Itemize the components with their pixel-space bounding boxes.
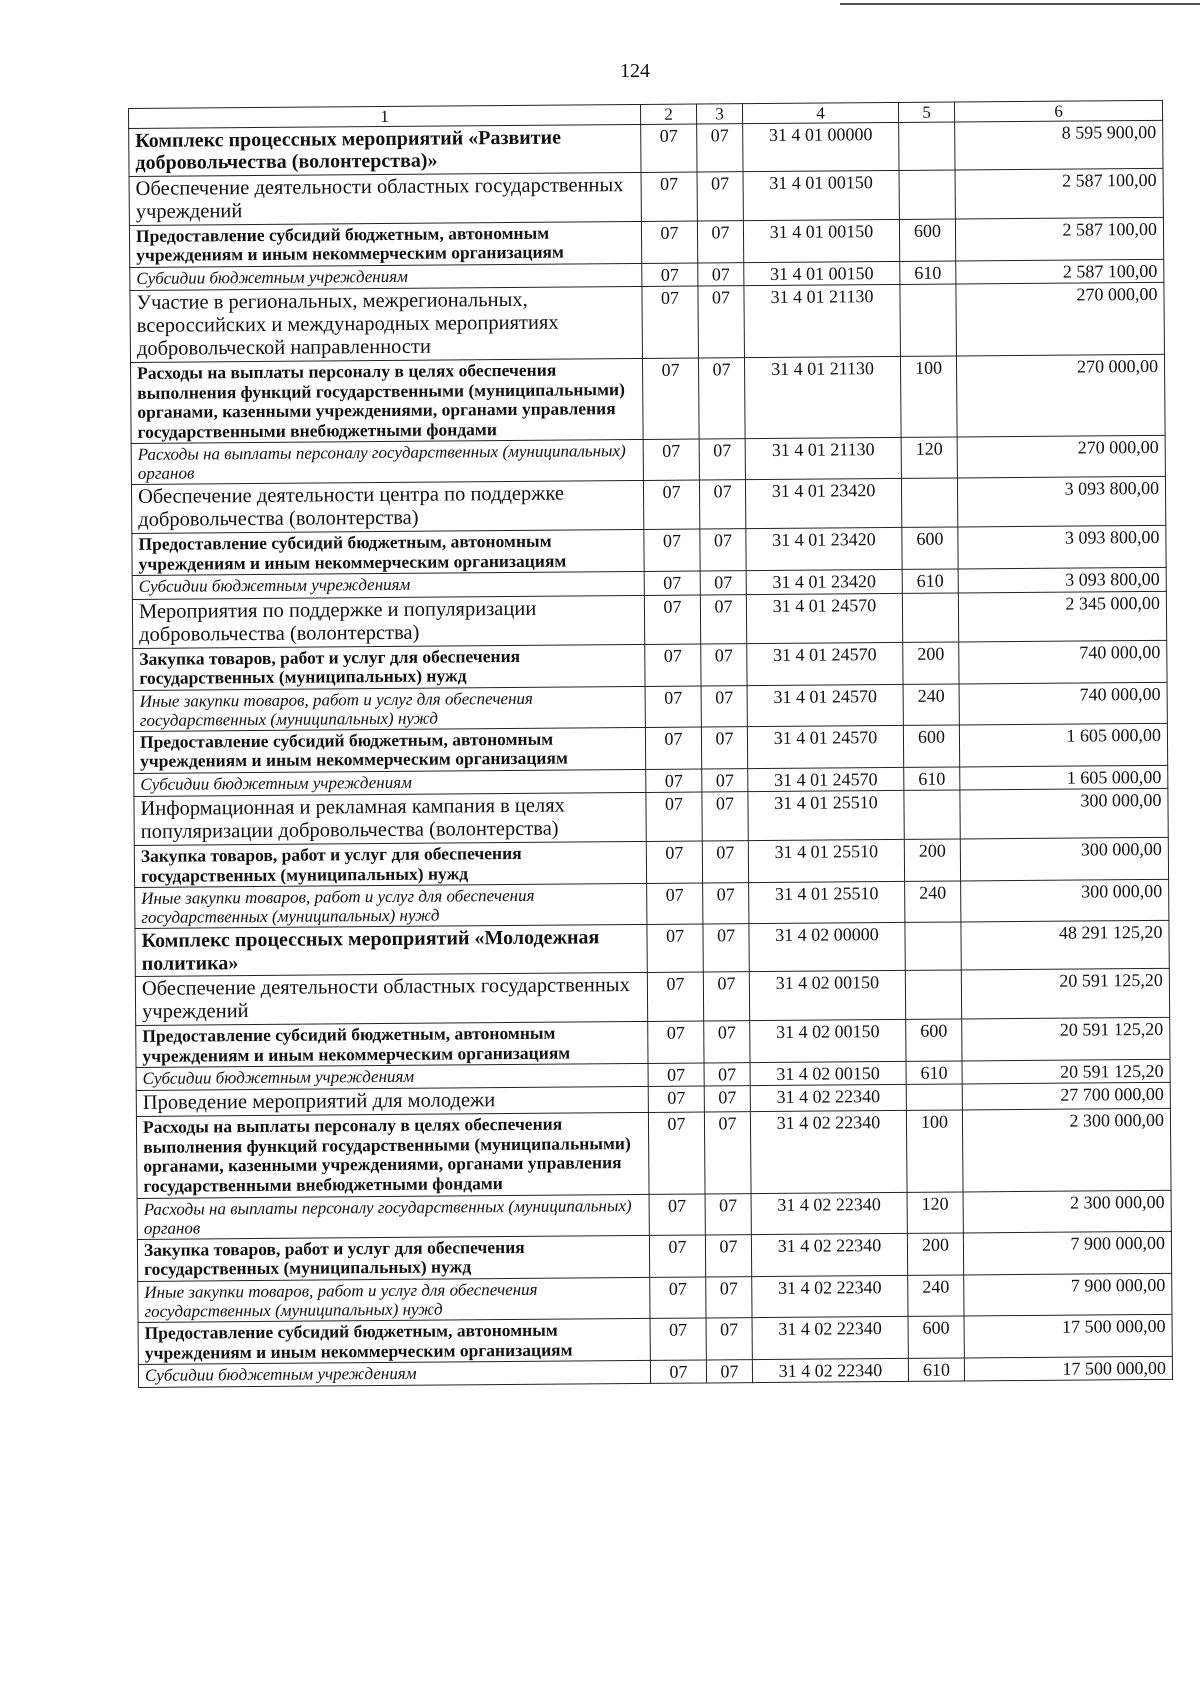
expense-type-cell: 610 — [900, 261, 956, 285]
expense-type-cell: 600 — [903, 725, 959, 768]
target-article-cell: 31 4 02 22340 — [751, 1233, 907, 1276]
expense-type-cell: 240 — [908, 1275, 964, 1317]
table-row — [130, 282, 1165, 362]
table-row — [129, 168, 1163, 225]
expense-type-cell — [906, 1084, 962, 1110]
amount-cell: 8 595 900,00 — [955, 120, 1163, 169]
budget-table — [128, 100, 1173, 1388]
item-name-cell: Расходы на выплаты персоналу государственных (муниципальных) органов — [131, 440, 643, 485]
table-row — [129, 120, 1163, 176]
item-name-cell: Иные закупки товаров, работ и услуг для обеспечения государственных (муниципальных) нужд — [135, 884, 647, 929]
section-code-cell: 07 — [647, 924, 703, 972]
target-article-cell: 31 4 01 24570 — [748, 767, 904, 791]
subsection-code-cell: 07 — [701, 643, 747, 686]
expense-type-cell — [904, 790, 960, 839]
section-code-cell: 07 — [647, 972, 703, 1021]
subsection-code-cell: 07 — [697, 124, 743, 172]
item-name-cell: Субсидии бюджетным учреждениям — [134, 769, 646, 796]
section-code-cell: 07 — [648, 1063, 704, 1087]
section-code-cell: 07 — [642, 358, 699, 440]
item-name-cell: Субсидии бюджетным учреждениям — [130, 263, 642, 290]
section-code-cell: 07 — [641, 221, 697, 264]
expense-type-cell: 600 — [906, 1019, 962, 1062]
target-article-cell: 31 4 01 21130 — [745, 438, 901, 480]
subsection-code-cell: 07 — [697, 171, 743, 220]
amount-cell: 270 000,00 — [956, 354, 1165, 437]
section-code-cell: 07 — [648, 1086, 704, 1112]
item-name-cell: Субсидии бюджетным учреждениям — [132, 572, 644, 599]
subsection-code-cell: 07 — [703, 972, 749, 1021]
target-article-cell: 31 4 02 00150 — [749, 970, 905, 1020]
expense-type-cell: 610 — [908, 1358, 964, 1382]
subsection-code-cell: 07 — [698, 263, 744, 287]
amount-cell: 300 000,00 — [960, 837, 1168, 881]
item-name-cell: Предоставление субсидий бюджетным, автономным учреждениям и иным некоммерческим организациям — [132, 530, 644, 576]
amount-cell: 2 300 000,00 — [963, 1190, 1171, 1233]
amount-cell: 2 345 000,00 — [958, 591, 1166, 642]
subsection-code-cell: 07 — [702, 769, 748, 793]
expense-type-cell: 610 — [902, 569, 958, 593]
subsection-code-cell: 07 — [706, 1277, 752, 1318]
item-name-cell: Расходы на выплаты персоналу государственных (муниципальных) органов — [137, 1194, 649, 1239]
amount-cell: 2 587 100,00 — [955, 168, 1163, 219]
section-code-cell: 07 — [647, 883, 703, 925]
amount-cell: 20 591 125,20 — [961, 968, 1169, 1019]
amount-cell: 20 591 125,20 — [962, 1059, 1170, 1084]
item-name-cell: Субсидии бюджетным учреждениям — [138, 1361, 650, 1388]
subsection-code-cell: 07 — [698, 358, 745, 440]
item-name-cell: Комплекс процессных мероприятий «Молодежная политика» — [135, 925, 647, 977]
item-name-cell: Иные закупки товаров, работ и услуг для обеспечения государственных (муниципальных) нужд — [133, 686, 645, 731]
item-name-cell: Иные закупки товаров, работ и услуг для обеспечения государственных (муниципальных) нужд — [138, 1277, 650, 1322]
expense-type-cell: 240 — [903, 684, 959, 726]
item-name-cell: Закупка товаров, работ и услуг для обеспечения государственных (муниципальных) нужд — [133, 644, 645, 690]
item-name-cell: Информационная и рекламная кампания в целях популяризации добровольчества (волонтерства) — [134, 793, 646, 846]
expense-type-cell: 200 — [903, 642, 959, 685]
item-name-cell: Мероприятия по поддержке и популяризации добровольчества (волонтерства) — [132, 595, 644, 648]
target-article-cell: 31 4 01 24570 — [747, 642, 903, 685]
target-article-cell: 31 4 01 25510 — [748, 791, 904, 841]
amount-cell: 48 291 125,20 — [961, 921, 1169, 970]
expense-type-cell: 100 — [900, 356, 957, 438]
subsection-code-cell: 07 — [699, 439, 745, 480]
header-cell: 4 — [742, 102, 898, 123]
section-code-cell: 07 — [648, 1112, 705, 1194]
amount-cell: 2 300 000,00 — [962, 1109, 1171, 1192]
section-code-cell: 07 — [641, 124, 697, 172]
subsection-code-cell: 07 — [704, 1063, 750, 1087]
table-row — [134, 788, 1168, 845]
section-code-cell: 07 — [644, 529, 700, 572]
subsection-code-cell: 07 — [705, 1234, 751, 1277]
table-row — [135, 968, 1169, 1025]
target-article-cell: 31 4 01 25510 — [748, 839, 904, 882]
item-name-cell: Предоставление субсидий бюджетным, автономным учреждениям и иным некоммерческим организациям — [138, 1318, 650, 1364]
target-article-cell: 31 4 02 22340 — [751, 1192, 907, 1234]
target-article-cell: 31 4 01 25510 — [749, 882, 905, 924]
item-name-cell: Обеспечение деятельности областных государственных учреждений — [129, 172, 641, 225]
expense-type-cell: 610 — [906, 1061, 962, 1085]
item-name-cell: Расходы на выплаты персоналу в целях обеспечения выполнения функций государственными (муниципальными) органами, казенными учреждениями, органами управления государственными внебюджетными фондами — [130, 358, 643, 443]
section-code-cell: 07 — [645, 686, 701, 728]
section-code-cell: 07 — [641, 172, 697, 221]
section-code-cell: 07 — [646, 841, 702, 884]
item-name-cell: Обеспечение деятельности областных государственных учреждений — [135, 972, 647, 1025]
page-number: 124 — [620, 60, 650, 82]
amount-cell: 27 700 000,00 — [962, 1083, 1170, 1111]
subsection-code-cell: 07 — [700, 594, 746, 643]
target-article-cell: 31 4 02 22340 — [750, 1111, 907, 1194]
subsection-code-cell: 07 — [697, 220, 743, 263]
scan-edge-line — [840, 3, 1200, 5]
subsection-code-cell: 07 — [706, 1360, 752, 1384]
amount-cell: 3 093 800,00 — [958, 568, 1166, 593]
expense-type-cell: 600 — [908, 1316, 964, 1359]
expense-type-cell: 600 — [899, 219, 955, 262]
target-article-cell: 31 4 01 23420 — [746, 528, 902, 571]
amount-cell: 3 093 800,00 — [958, 526, 1166, 570]
amount-cell: 1 605 000,00 — [960, 765, 1168, 790]
target-article-cell: 31 4 02 22340 — [752, 1275, 908, 1317]
item-name-cell: Субсидии бюджетным учреждениям — [136, 1064, 648, 1091]
target-article-cell: 31 4 01 00150 — [743, 170, 899, 220]
amount-cell: 3 093 800,00 — [957, 477, 1165, 528]
section-code-cell: 07 — [648, 1021, 704, 1064]
amount-cell: 740 000,00 — [959, 640, 1167, 684]
section-code-cell: 07 — [646, 792, 702, 841]
subsection-code-cell: 07 — [701, 726, 747, 769]
item-name-cell: Закупка товаров, работ и услуг для обеспечения государственных (муниципальных) нужд — [134, 841, 646, 887]
subsection-code-cell: 07 — [698, 286, 745, 358]
amount-cell: 2 587 100,00 — [956, 259, 1164, 284]
section-code-cell: 07 — [643, 439, 699, 481]
target-article-cell: 31 4 02 00000 — [749, 923, 905, 972]
target-article-cell: 31 4 02 22340 — [752, 1359, 908, 1383]
target-article-cell: 31 4 01 23420 — [745, 479, 901, 529]
target-article-cell: 31 4 01 21130 — [744, 285, 901, 358]
target-article-cell: 31 4 01 24570 — [747, 725, 903, 768]
amount-cell: 740 000,00 — [959, 682, 1167, 725]
table-body — [129, 100, 1173, 1387]
subsection-code-cell: 07 — [699, 480, 745, 529]
section-code-cell: 07 — [644, 595, 700, 644]
target-article-cell: 31 4 01 24570 — [747, 684, 903, 726]
target-article-cell: 31 4 01 00000 — [743, 122, 899, 171]
target-article-cell: 31 4 01 23420 — [746, 570, 902, 594]
item-name-cell: Предоставление субсидий бюджетным, автономным учреждениям и иным некоммерческим организациям — [129, 221, 641, 267]
item-name-cell: Предоставление субсидий бюджетным, автономным учреждениям и иным некоммерческим организациям — [133, 727, 645, 773]
expense-type-cell: 240 — [905, 881, 961, 923]
section-code-cell: 07 — [644, 571, 700, 595]
target-article-cell: 31 4 02 00150 — [750, 1062, 906, 1086]
expense-type-cell — [899, 122, 955, 170]
subsection-code-cell: 07 — [704, 1086, 750, 1112]
amount-cell: 17 500 000,00 — [964, 1356, 1172, 1381]
amount-cell: 7 900 000,00 — [964, 1273, 1172, 1316]
header-cell: 6 — [954, 100, 1162, 122]
item-name-cell: Предоставление субсидий бюджетным, автономным учреждениям и иным некоммерческим организациям — [136, 1021, 648, 1067]
target-article-cell: 31 4 01 21130 — [744, 356, 901, 439]
section-code-cell: 07 — [649, 1235, 705, 1278]
expense-type-cell — [901, 478, 957, 527]
expense-type-cell: 120 — [901, 437, 957, 479]
section-code-cell: 07 — [642, 263, 698, 287]
subsection-code-cell: 07 — [700, 571, 746, 595]
item-name-cell: Расходы на выплаты персоналу в целях обеспечения выполнения функций государственными (муниципальными) органами, казенными учреждениями, органами управления государственными внебюджетными фондами — [136, 1113, 649, 1198]
subsection-code-cell: 07 — [706, 1318, 752, 1361]
header-cell: 3 — [696, 104, 742, 124]
target-article-cell: 31 4 01 00150 — [743, 219, 899, 262]
section-code-cell: 07 — [643, 480, 699, 529]
section-code-cell: 07 — [650, 1318, 706, 1361]
amount-cell: 20 591 125,20 — [962, 1017, 1170, 1061]
target-article-cell: 31 4 01 00150 — [744, 261, 900, 285]
expense-type-cell — [899, 170, 955, 219]
amount-cell: 300 000,00 — [961, 880, 1169, 923]
subsection-code-cell: 07 — [703, 883, 749, 924]
table-row — [136, 1109, 1171, 1198]
subsection-code-cell: 07 — [702, 841, 748, 884]
expense-type-cell: 120 — [907, 1192, 963, 1234]
expense-type-cell: 600 — [902, 527, 958, 570]
amount-cell: 270 000,00 — [956, 282, 1165, 355]
section-code-cell: 07 — [650, 1277, 706, 1319]
amount-cell: 7 900 000,00 — [963, 1231, 1171, 1275]
section-code-cell: 07 — [649, 1194, 705, 1236]
target-article-cell: 31 4 02 00150 — [750, 1019, 906, 1062]
amount-cell: 1 605 000,00 — [959, 723, 1167, 767]
target-article-cell: 31 4 01 24570 — [746, 593, 902, 643]
item-name-cell: Комплекс процессных мероприятий «Развитие добровольчества (волонтерства)» — [129, 125, 641, 177]
subsection-code-cell: 07 — [705, 1193, 751, 1234]
header-cell: 2 — [640, 104, 696, 124]
amount-cell: 17 500 000,00 — [964, 1314, 1172, 1358]
expense-type-cell: 100 — [906, 1110, 963, 1192]
item-name-cell: Закупка товаров, работ и услуг для обеспечения государственных (муниципальных) нужд — [137, 1235, 649, 1281]
table-row — [135, 921, 1169, 977]
section-code-cell: 07 — [642, 286, 699, 358]
section-code-cell: 07 — [645, 727, 701, 770]
item-name-cell: Обеспечение деятельности центра по поддержке добровольчества (волонтерства) — [131, 481, 643, 534]
expense-type-cell: 200 — [904, 839, 960, 882]
table-row — [132, 591, 1166, 648]
section-code-cell: 07 — [650, 1360, 706, 1384]
header-cell: 5 — [898, 102, 954, 122]
section-code-cell: 07 — [645, 644, 701, 687]
amount-cell: 2 587 100,00 — [955, 217, 1163, 261]
header-cell: 1 — [129, 104, 641, 128]
section-code-cell: 07 — [646, 769, 702, 793]
subsection-code-cell: 07 — [704, 1021, 750, 1064]
target-article-cell: 31 4 02 22340 — [750, 1085, 906, 1112]
subsection-code-cell: 07 — [702, 792, 748, 841]
amount-cell: 300 000,00 — [960, 788, 1168, 839]
expense-type-cell — [900, 284, 957, 356]
expense-type-cell: 200 — [907, 1233, 963, 1276]
item-name-cell: Проведение мероприятий для молодежи — [136, 1087, 648, 1117]
amount-cell: 270 000,00 — [957, 436, 1165, 479]
subsection-code-cell: 07 — [704, 1112, 751, 1194]
item-name-cell: Участие в региональных, межрегиональных, всероссийских и международных мероприятиях добровольческой направленности — [130, 287, 643, 363]
expense-type-cell — [905, 970, 961, 1019]
subsection-code-cell: 07 — [701, 685, 747, 726]
expense-type-cell: 610 — [904, 767, 960, 791]
subsection-code-cell: 07 — [703, 924, 749, 972]
expense-type-cell — [902, 593, 958, 642]
subsection-code-cell: 07 — [700, 529, 746, 572]
target-article-cell: 31 4 02 22340 — [752, 1316, 908, 1359]
expense-type-cell — [905, 922, 961, 970]
table-row — [131, 477, 1165, 534]
table-row — [130, 354, 1165, 443]
